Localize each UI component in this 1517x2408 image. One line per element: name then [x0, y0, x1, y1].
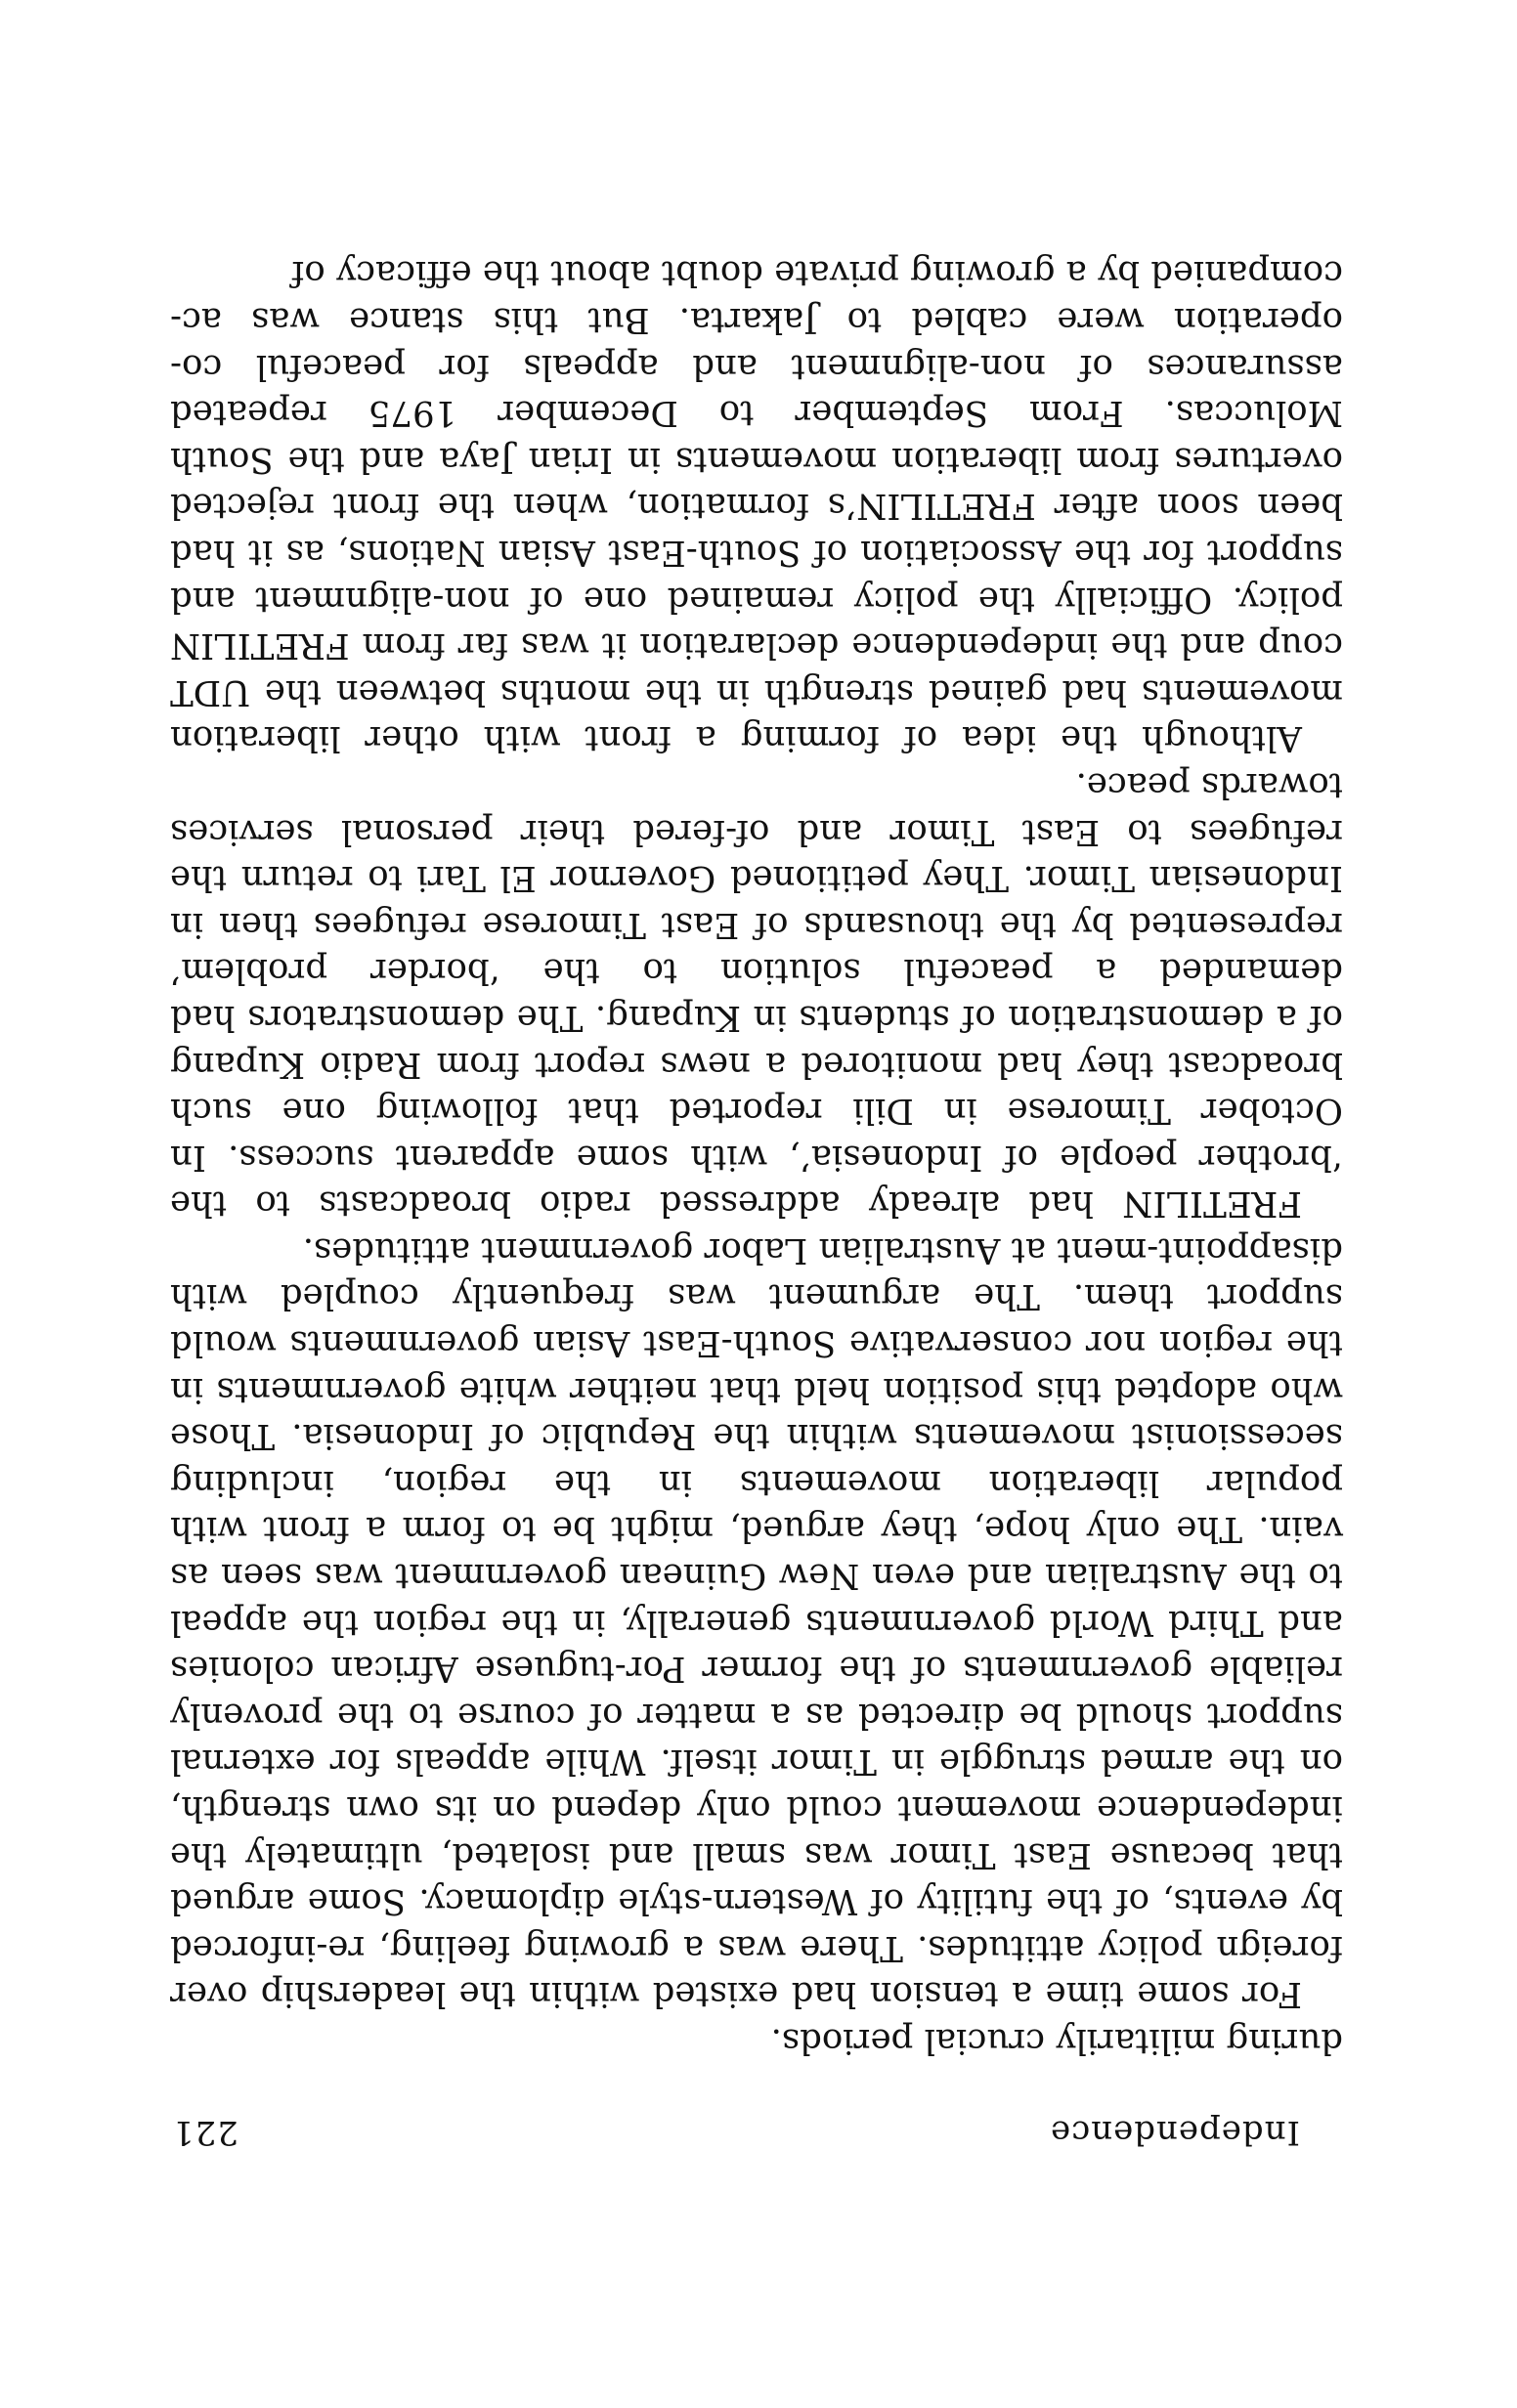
paragraph-leadership-tension: For some time a tension had existed within the leadership over foreign policy attitudes. There was a growing feeling, re-inforced by events, of the futility of Western-style diplomacy. Some argued that because East Timor was small and isolated, ultimately the independence movement could only depend on its own strength, on the armed struggle in Timor itself. While appeals for external support should be directed as a matter of course to the provenly reliable governments of the former Por-tuguese African colonies and Third World governments generally, in the region the appeal to the Australian and even New Guinean government was seen as vain. The only hope, they argued, might be to form a front with popular liberation movements in the region, including secessionist movements within the Republic of Indonesia. Those who adopted this position held that neither white governments in the region nor conservative South-East Asian governments would support them. The argument was frequently coupled with disappoint-ment at Australian Labor government attitudes. [170, 1229, 1343, 2015]
paragraph-continuation: during militarily crucial periods. [770, 2021, 1343, 2061]
paragraph-liberation-front: Although the idea of forming a front with other liberation movements had gained strength in the months between the UDT coup and the independence declaration it was far from FRETILIN policy. Officially the policy remained one of non-alignment and support for the Association of South-East Asian Nations, as it had been soon after FRETILIN’s formation, when the front rejected overtures from liberation movements in Irian Jaya and the South Moluccas. From September to December 1975 repeated assurances of non-alignment and appeals for peaceful co-operation were cabled to Jakarta. But this stance was ac-companied by a growing private doubt about the efficacy of [170, 253, 1343, 759]
body-text [170, 250, 1343, 2064]
page-number: 221 [172, 2113, 238, 2152]
paragraph-radio-broadcasts: FRETILIN had already addressed radio broadcasts to the ‘brother people of Indonesia’, with some apparent success. In October Timorese in Dili reported that following one such broadcast they had monitored a news report from Radio Kupang of a demonstration of students in Kupang. The demonstrators had demanded a peaceful solution to the ‘border problem’ represented by the thousands of East Timorese refugees then in Indonesian Timor. They petitioned Governor El Tari to return the refugees to East Timor and of-fered their personal services towards peace. [170, 764, 1343, 1225]
running-head [172, 2103, 1300, 2152]
running-head-title: Independence [1050, 2113, 1300, 2152]
